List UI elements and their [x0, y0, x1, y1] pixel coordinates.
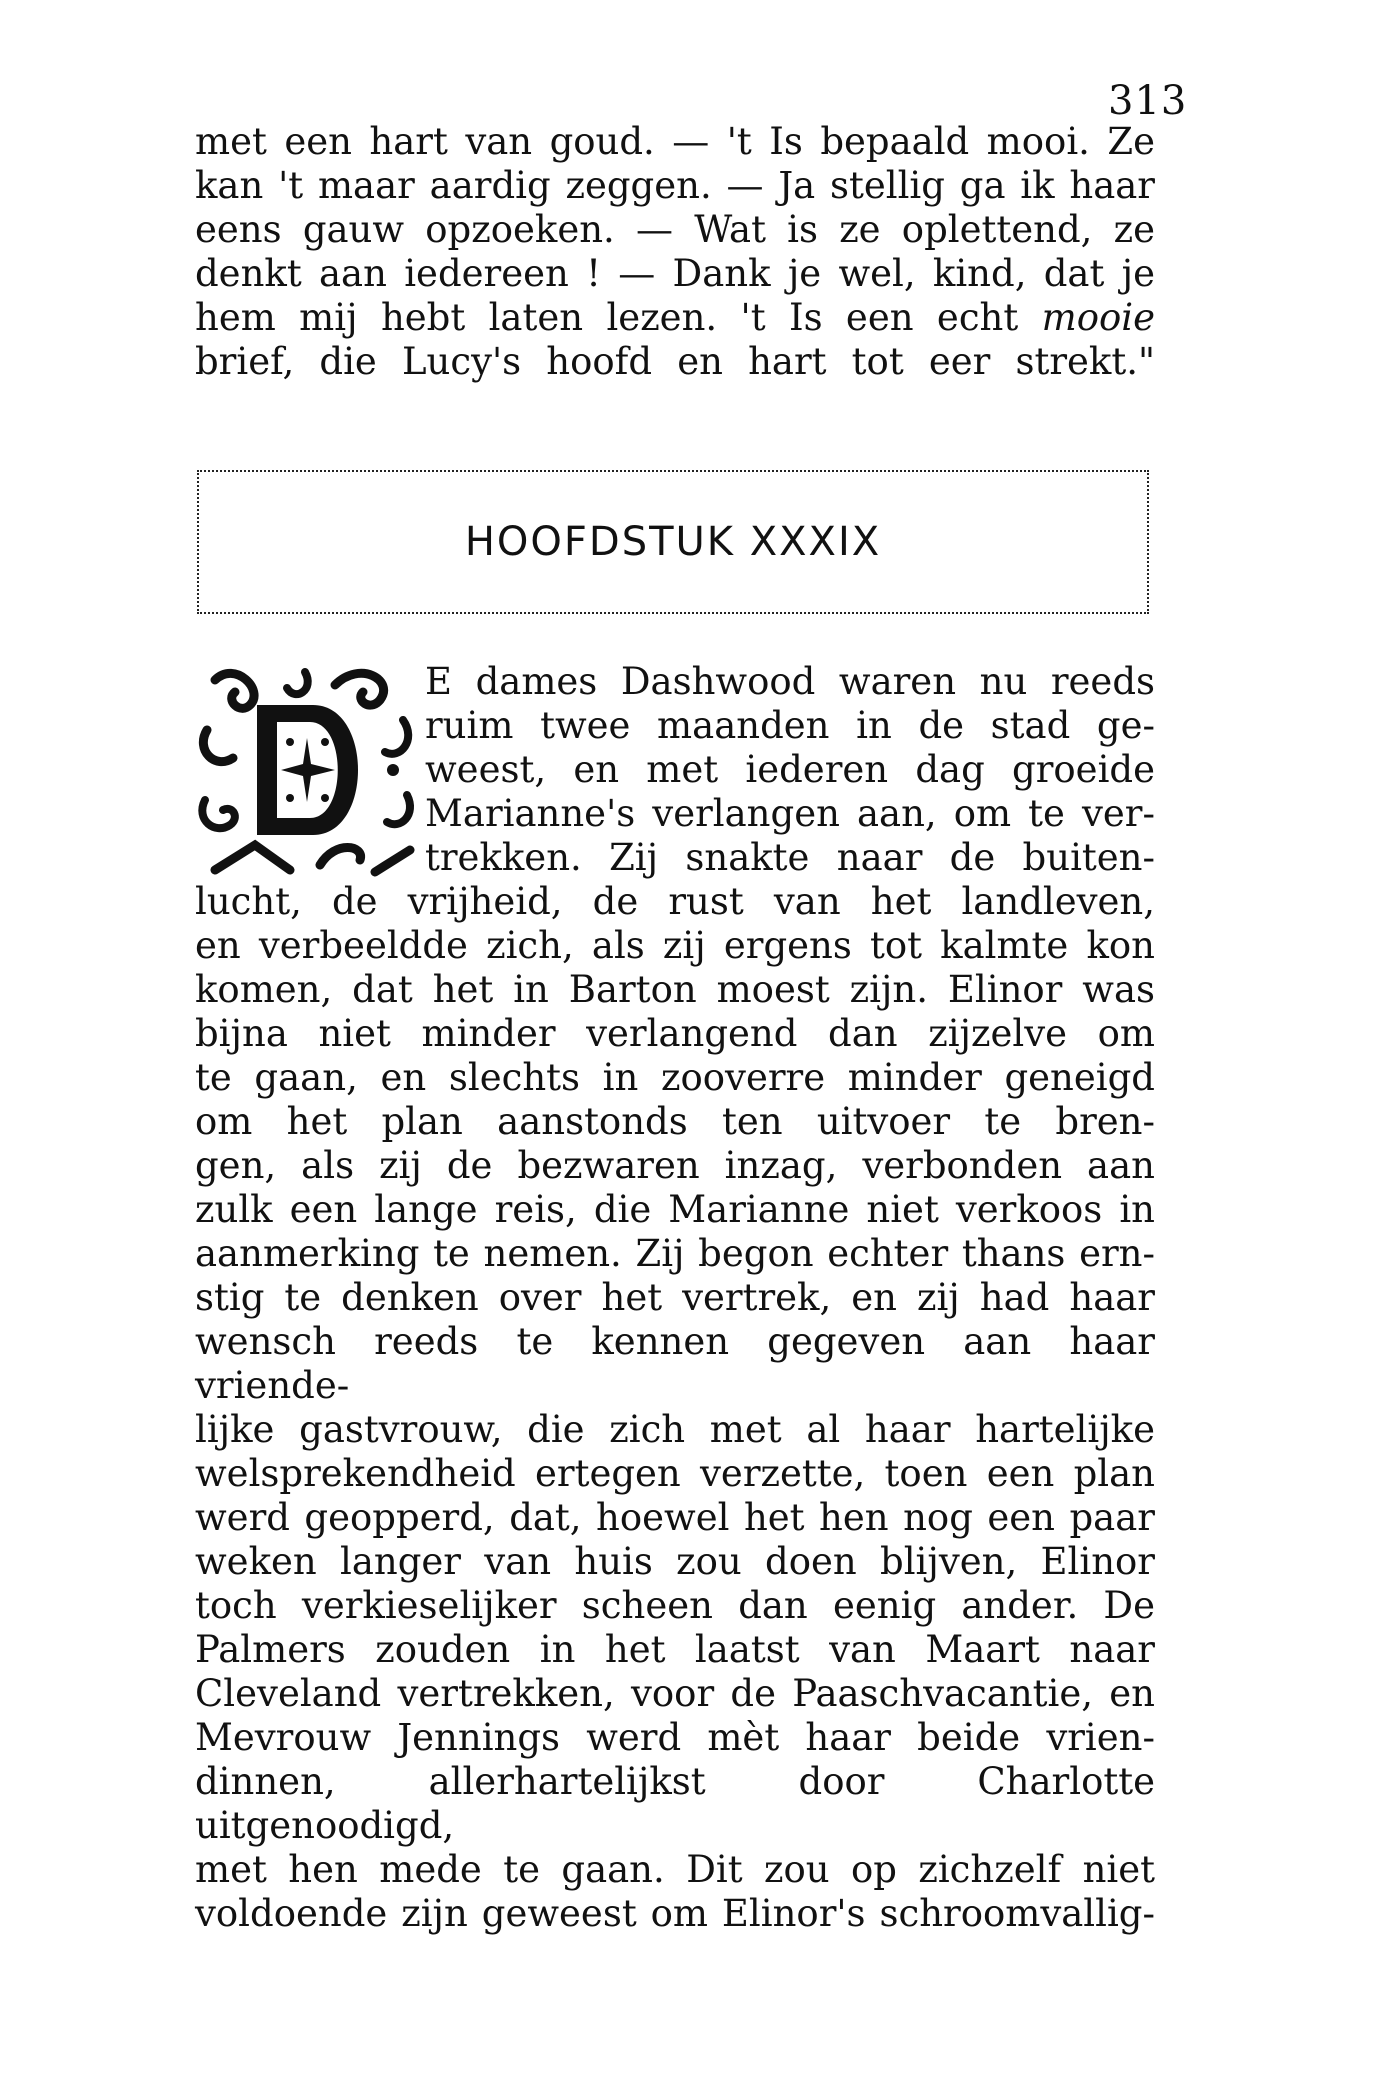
text-line: zulk een lange reis, die Marianne niet verkoos in — [195, 1188, 1155, 1231]
text-line: komen, dat het in Barton moest zijn. Elinor was — [195, 968, 1155, 1011]
text-line: gen, als zij de bezwaren inzag, verbonden aan — [195, 1144, 1155, 1187]
text-line: kan 't maar aardig zeggen. — Ja stellig ga ik haar — [195, 164, 1155, 207]
text-line: weest, en met iederen dag groeide — [425, 748, 1155, 791]
text-line: Cleveland vertrekken, voor de Paaschvacantie, en — [195, 1672, 1155, 1715]
text-line: dinnen, allerhartelijkst door Charlotte uitgenoodigd, — [195, 1760, 1155, 1847]
text-line: met een hart van goud. — 't Is bepaald mooi. Ze — [195, 120, 1155, 163]
chapter-title: HOOFDSTUK XXXIX — [464, 519, 882, 565]
text-line: toch verkieselijker scheen dan eenig ander. De — [195, 1584, 1155, 1627]
text-line: Marianne's verlangen aan, om te ver- — [425, 792, 1155, 835]
text-line: bijna niet minder verlangend dan zijzelve om — [195, 1012, 1155, 1055]
text-line: lijke gastvrouw, die zich met al haar hartelijke — [195, 1408, 1155, 1451]
text-line: trekken. Zij snakte naar de buiten- — [425, 836, 1155, 879]
text-line: en verbeeldde zich, als zij ergens tot kalmte kon — [195, 924, 1155, 967]
decorated-initial — [195, 660, 417, 878]
text-line: welsprekendheid ertegen verzette, toen een plan — [195, 1452, 1155, 1495]
text-line: te gaan, en slechts in zooverre minder geneigd — [195, 1056, 1155, 1099]
text-line: eens gauw opzoeken. — Wat is ze oplettend, ze — [195, 208, 1155, 251]
text-line: brief, die Lucy's hoofd en hart tot eer strekt." — [195, 340, 1155, 383]
text-line — [195, 296, 1155, 340]
page-number: 313 — [1108, 78, 1188, 124]
text-line: aanmerking te nemen. Zij begon echter thans ern- — [195, 1232, 1155, 1275]
text-line-plain: hem mij hebt laten lezen. 't Is een echt — [195, 296, 1042, 339]
text-line: lucht, de vrijheid, de rust van het landleven, — [195, 880, 1155, 923]
text-line: werd geopperd, dat, hoewel het hen nog een paar — [195, 1496, 1155, 1539]
text-line: stig te denken over het vertrek, en zij had haar — [195, 1276, 1155, 1319]
text-line: Mevrouw Jennings werd mèt haar beide vrien- — [195, 1716, 1155, 1759]
text-line: ruim twee maanden in de stad ge- — [425, 704, 1155, 747]
italic-word: mooie — [1041, 296, 1155, 339]
dropcap-letter — [195, 660, 417, 878]
preceding-chapter-text — [195, 120, 1155, 384]
text-line: Palmers zouden in het laatst van Maart naar — [195, 1628, 1155, 1671]
chapter-body — [195, 660, 1155, 1936]
text-line: E dames Dashwood waren nu reeds — [425, 660, 1155, 703]
text-line: om het plan aanstonds ten uitvoer te bren- — [195, 1100, 1155, 1143]
text-line: voldoende zijn geweest om Elinor's schroomvallig- — [195, 1892, 1155, 1935]
text-line: met hen mede te gaan. Dit zou op zichzelf niet — [195, 1848, 1155, 1891]
text-line: denkt aan iedereen ! — Dank je wel, kind, dat je — [195, 252, 1155, 295]
text-line: wensch reeds te kennen gegeven aan haar vriende- — [195, 1320, 1155, 1407]
text-line: weken langer van huis zou doen blijven, Elinor — [195, 1540, 1155, 1583]
